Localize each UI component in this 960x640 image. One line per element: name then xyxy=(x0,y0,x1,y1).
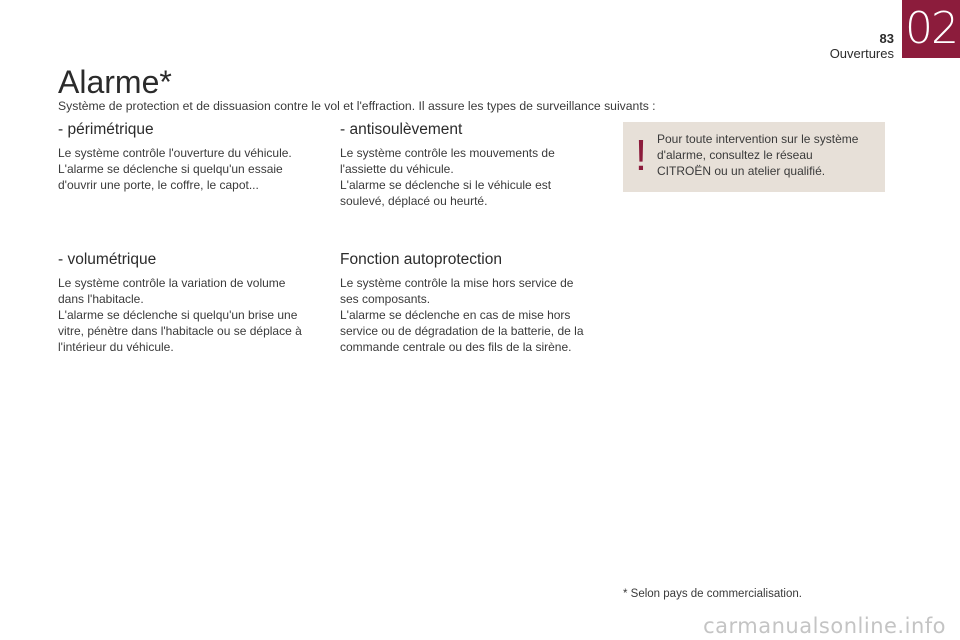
intro-text: Système de protection et de dissuasion contre le vol et l'effraction. Il assure les types de surveillance suivants : xyxy=(58,99,656,113)
page-number: 83 xyxy=(879,31,894,46)
text-line: CITROËN ou un atelier qualifié. xyxy=(657,164,826,178)
text-line: commande centrale ou des fils de la sirène. xyxy=(340,340,572,354)
heading-autoprotection: Fonction autoprotection xyxy=(340,251,502,268)
text-line: L'alarme se déclenche si le véhicule est xyxy=(340,178,552,192)
paragraph-volumetrique xyxy=(58,275,302,355)
notice-text xyxy=(657,131,877,179)
text-line: Le système contrôle les mouvements de xyxy=(340,146,555,160)
text-line: vitre, pénètre dans l'habitacle ou se déplace à xyxy=(58,324,302,338)
paragraph-autoprotection xyxy=(340,275,584,355)
text-line: L'alarme se déclenche si quelqu'un essaie xyxy=(58,162,283,176)
text-line: L'alarme se déclenche en cas de mise hors xyxy=(340,308,571,322)
text-line: service ou de dégradation de la batterie, de la xyxy=(340,324,584,338)
heading-antisoulevement: - antisoulèvement xyxy=(340,121,463,138)
paragraph-antisoulevement xyxy=(340,145,555,209)
notice-box xyxy=(623,122,885,192)
section-name: Ouvertures xyxy=(829,46,894,61)
text-line: Le système contrôle l'ouverture du véhicule. xyxy=(58,146,292,160)
text-line: l'assiette du véhicule. xyxy=(340,162,454,176)
chapter-tab: 02 xyxy=(902,0,960,58)
text-line: ses composants. xyxy=(340,292,431,306)
text-line: l'intérieur du véhicule. xyxy=(58,340,174,354)
heading-perimetrique: - périmétrique xyxy=(58,121,154,138)
page-title: Alarme* xyxy=(58,64,172,100)
warning-icon: ! xyxy=(634,131,648,180)
text-line: Le système contrôle la mise hors service de xyxy=(340,276,574,290)
text-line: Le système contrôle la variation de volume xyxy=(58,276,286,290)
text-line: Pour toute intervention sur le système xyxy=(657,132,859,146)
text-line: L'alarme se déclenche si quelqu'un brise une xyxy=(58,308,298,322)
watermark: carmanualsonline.info xyxy=(703,614,946,638)
footnote: * Selon pays de commercialisation. xyxy=(623,588,802,600)
text-line: dans l'habitacle. xyxy=(58,292,144,306)
heading-volumetrique: - volumétrique xyxy=(58,251,157,268)
text-line: d'ouvrir une porte, le coffre, le capot... xyxy=(58,178,259,192)
paragraph-perimetrique xyxy=(58,145,292,193)
text-line: soulevé, déplacé ou heurté. xyxy=(340,194,488,208)
text-line: d'alarme, consultez le réseau xyxy=(657,148,813,162)
